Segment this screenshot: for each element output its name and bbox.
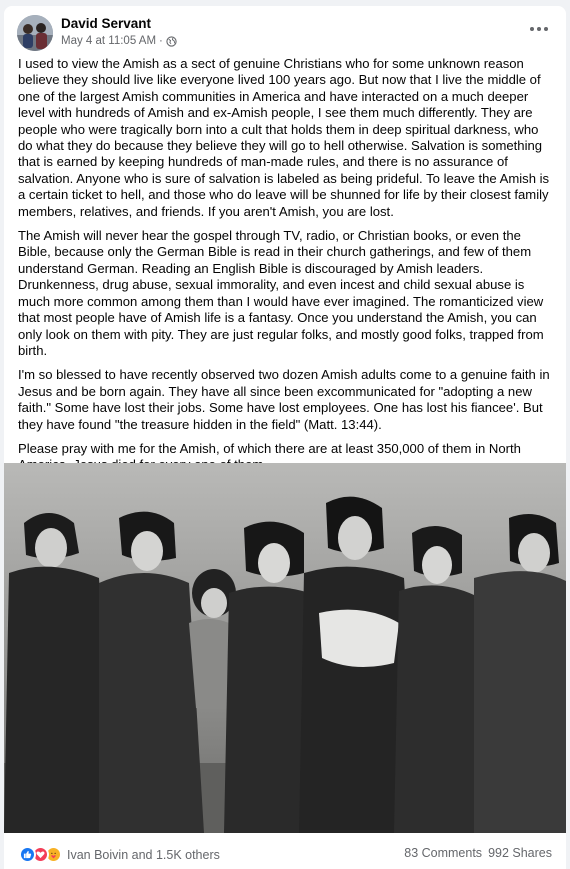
reaction-names: Ivan Boivin and 1.5K others: [67, 847, 220, 862]
post-meta: [61, 35, 177, 47]
reactions-summary[interactable]: [19, 846, 220, 863]
meta-separator: ·: [159, 35, 163, 47]
post-paragraph: I used to view the Amish as a sect of genuine Christians who for some unknown reason believe they should live like everyone lived 100 years ago. But now that I live the middle of one of the largest Amish communities in America and have interacted on a much deeper level with hundreds of Amish and ex-Amish people, I see them much differently. They are people who were tragically born into a cult that holds them in deep spiritual darkness, who do what they do because they believe they will go to hell otherwise. Salvation is something that is earned by keeping hundreds of man-made rules, and there is no assurance of salvation. Anyone who is sure of salvation is labeled as being prideful. To leave the Amish is a certain ticket to hell, and those who do leave will be shunned for life by their closest family members, relatives, and friends. If you aren't Amish, you are lost.: [18, 56, 550, 219]
post-header: [4, 6, 566, 56]
post-card: [4, 6, 566, 869]
post-paragraph: The Amish will never hear the gospel through TV, radio, or Christian books, or even the Bible, because only the German Bible is read in their church gatherings, and few of them understand German. Reading an English Bible is discouraged by Amish leaders. Drunkenness, drug abuse, sexual immorality, and even incest and child sexual abuse is much more common among them than I would have ever imagined. The romanticized view that most people have of Amish life is a fantasy. Once you understand the Amish, you can only look on them with pity. They are just regular folks, and mostly good folks, trapped from birth.: [18, 228, 544, 358]
engagement-counts: [404, 846, 552, 860]
post-paragraph: Please pray with me for the Amish, of which there are at least 350,000 of them in North: [18, 440, 521, 456]
post-photo[interactable]: [4, 463, 566, 833]
shares-count[interactable]: 992 Shares: [488, 846, 552, 860]
globe-icon[interactable]: [166, 36, 177, 47]
post-timestamp[interactable]: May 4 at 11:05 AM: [61, 35, 157, 47]
post-paragraph: I'm so blessed to have recently observed two dozen Amish adults come to a genuine faith in Jesus and be born again. They have all since been excommunicated for "adopting a new faith." Some have lost their jobs. Some have lost employees. One has lost his fiancee'. But they have found "the treasure hidden in the field" (Matt. 13:44).: [18, 367, 550, 432]
author-name[interactable]: David Servant: [61, 16, 152, 31]
post-text: [18, 56, 554, 482]
comments-count[interactable]: 83 Comments: [404, 846, 483, 860]
post-footer: [4, 833, 566, 869]
more-options-icon[interactable]: [526, 19, 552, 39]
avatar[interactable]: [17, 15, 53, 51]
like-icon: [19, 846, 36, 863]
